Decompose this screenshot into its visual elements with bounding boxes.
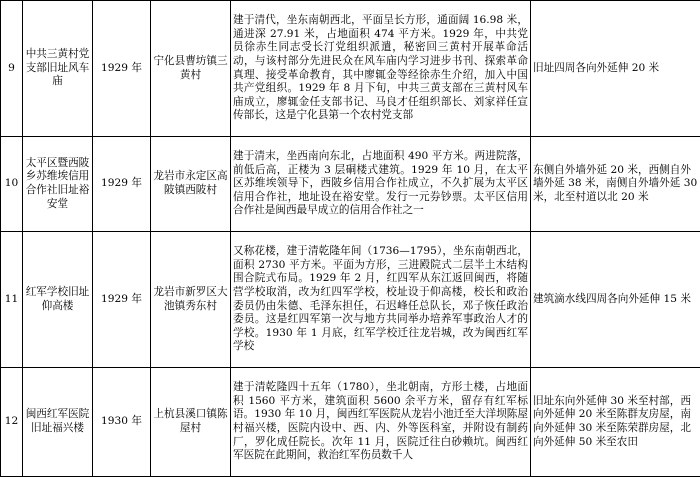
site-name: 太平区暨西陂乡苏维埃信用合作社旧址裕安堂 (23, 137, 93, 232)
row-number: 11 (1, 232, 23, 368)
protection-range: 旧址东向外延伸 30 米至村部，西向外延伸 20 米至陈群友房屋，南向外延伸 30 米至陈荣群房屋，北向外延伸 50 米至农田 (531, 368, 700, 477)
description: 建于清乾隆四十五年（1780），坐北朝南，方形土楼，占地面积 1560 平方米，建筑面积 5600 余平方米，留存有红军标语。1930 年 10 月，闽西红军医院从龙岩小池迁至大洋坝陈屋村福兴楼，医院内设中、西、内、外等医科室，并附设有制药厂，罗化成任院长。次年 11 月，医院迁往白砂赖坑。闽西红军医院在此期间，救治红军伤员数千人 (231, 368, 531, 477)
site-name: 闽西红军医院旧址福兴楼 (23, 368, 93, 477)
table-row (1, 232, 700, 368)
year: 1929 年 (93, 232, 151, 368)
description: 建于清末，坐西南向东北，占地面积 490 平方米。两进院落，前低后高，正楼为 3 层硐楼式建筑。1929 年 10 月，在太平区苏维埃领导下，西陂乡信用合作社成立，不久扩展为太平区信用合作社，地址设在裕安堂。发行一元券钞票。太平区信用合作社是闽西最早成立的信用合作社之一 (231, 137, 531, 232)
description: 建于清代，坐东南朝西北，平面呈长方形，通面阔 16.98 米，通进深 27.91 米，占地面积 474 平方米。1929 年，中共党员徐赤生同志受长汀党组织派遣，秘密回三黄村开展革命活动，与该村部分先进民众在风车庙内学习进步书刊、探索革命真理、接受革命教育，其中廖辄金等经徐赤生介绍，加入中国共产党组织。1929 年 8 月下旬，中共三黄支部在三黄村风车庙成立，廖辄金任支部书记、马良才任组织部长、刘家祥任宣传部长，这是宁化县第一个农村党支部 (231, 1, 531, 137)
site-name: 红军学校旧址仰高楼 (23, 232, 93, 368)
protection-range: 东侧自外墙外延 20 米，西侧自外墙外延 38 米，南侧自外墙外延 30 米，北至村道以北 20 米 (531, 137, 700, 232)
location: 宁化县曹坊镇三黄村 (151, 1, 231, 137)
table-row (1, 1, 700, 137)
year: 1930 年 (93, 368, 151, 477)
table-row (1, 368, 700, 477)
location: 上杭县溪口镇陈屋村 (151, 368, 231, 477)
location: 龙岩市永定区高陂镇西陂村 (151, 137, 231, 232)
year: 1929 年 (93, 1, 151, 137)
location: 龙岩市新罗区大池镇秀东村 (151, 232, 231, 368)
row-number: 9 (1, 1, 23, 137)
protection-range: 旧址四周各向外延伸 20 米 (531, 1, 700, 137)
description: 又称花楼，建于清乾隆年间（1736—1795），坐东南朝西北，面积 2730 平方米。平面为方形，三进殿院式二层半土木结构围合院式布局。1929 年 2 月，红四军从东江返回闽西，将随营学校取消，改为红四军学校，校址设于仰高楼，校长和政治委员仍由朱德、毛泽东担任，石迟峰任总队长，邓子恢任政治委员。这是红四军第一次与地方共同举办培养军事政治人才的学校。1930 年 1 月底，红军学校迁往龙岩城，改为闽西红军学校 (231, 232, 531, 368)
row-number: 12 (1, 368, 23, 477)
site-name: 中共三黄村党支部旧址风车庙 (23, 1, 93, 137)
year: 1929 年 (93, 137, 151, 232)
table-row (1, 137, 700, 232)
protection-range: 建筑滴水线四周各向外延伸 15 米 (531, 232, 700, 368)
row-number: 10 (1, 137, 23, 232)
